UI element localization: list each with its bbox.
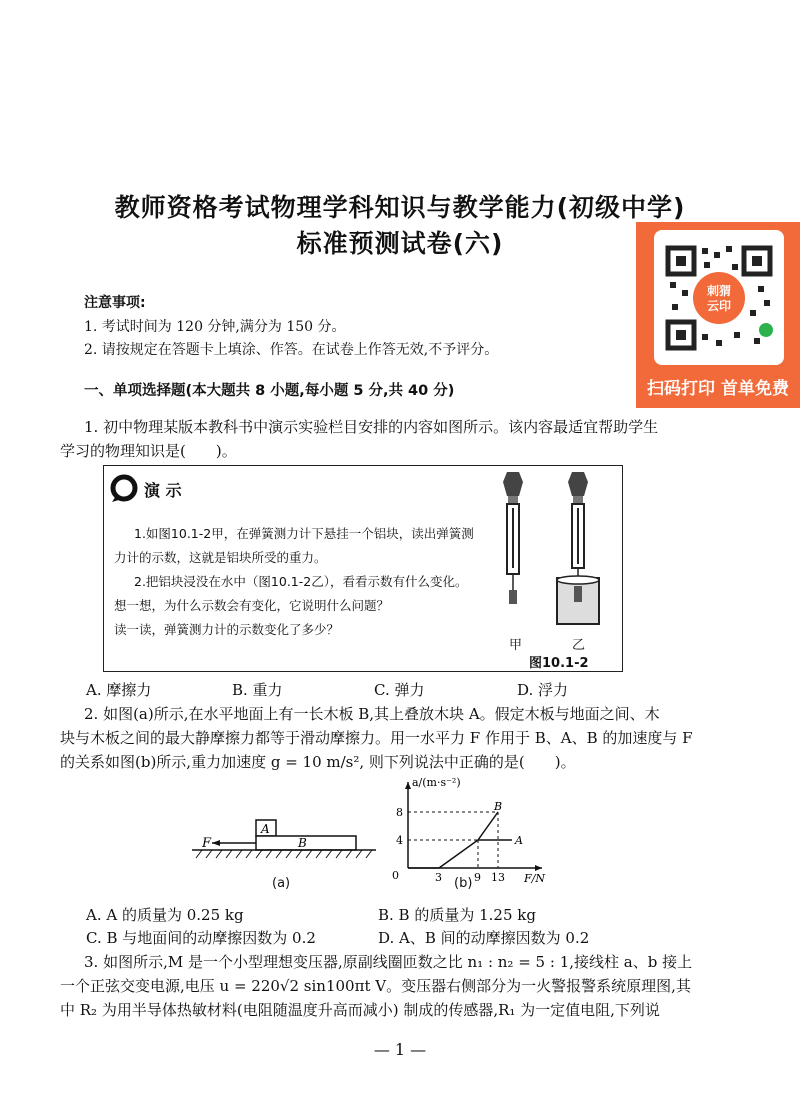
fig-b-label-A: A	[515, 834, 523, 847]
fig-b-xtick-3: 3	[435, 871, 442, 884]
q1-option-a[interactable]: A. 摩擦力	[86, 681, 152, 699]
q2-option-d[interactable]: D. A、B 间的动摩擦因数为 0.2	[378, 929, 590, 947]
demo-line-5: 读一读，弹簧测力计的示数变化了多少？	[114, 622, 340, 637]
fig-b-xlabel: F/N	[524, 872, 545, 885]
demo-heading: 演 示	[144, 481, 182, 500]
label-jia: 甲	[509, 638, 523, 653]
fig-b-ytick-8: 8	[396, 806, 403, 819]
demo-line-3: 2.把铝块浸没在水中（图10.1-2乙），看看示数有什么变化。	[134, 574, 468, 589]
fig-b-label-B: B	[494, 800, 503, 813]
logo-text-1: 刺猬	[706, 284, 732, 298]
demo-line-4: 想一想，为什么示数会有变化，它说明什么问题？	[114, 598, 390, 613]
fig-a-caption: (a)	[272, 876, 291, 891]
q1-option-c[interactable]: C. 弹力	[374, 681, 425, 699]
qr-ad-banner[interactable]	[636, 222, 800, 408]
qr-code-icon	[654, 230, 784, 365]
logo-text-2: 云印	[706, 299, 732, 313]
q2-stem-line2: 块与木板之间的最大静摩擦力都等于滑动摩擦力。用一水平力 F 作用于 B、A、B 的加速度与 F	[60, 729, 693, 747]
q1-option-b[interactable]: B. 重力	[232, 681, 283, 699]
exam-title-line2: 标准预测试卷(六)	[296, 229, 504, 258]
notes-item-1: 1. 考试时间为 120 分钟,满分为 150 分。	[84, 319, 346, 335]
q2-stem-line3: 的关系如图(b)所示,重力加速度 g = 10 m/s², 则下列说法中正确的是( )。	[60, 753, 576, 771]
figure-a	[190, 812, 380, 862]
section-heading: 一、单项选择题(本大题共 8 小题,每小题 5 分,共 40 分)	[84, 383, 455, 399]
fig-b-xtick-9: 9	[474, 871, 481, 884]
page-number: — 1 —	[373, 1040, 427, 1059]
fig-b-ylabel: a/(m·s⁻²)	[412, 776, 461, 789]
q2-option-a[interactable]: A. A 的质量为 0.25 kg	[86, 906, 244, 924]
demo-fig-caption: 图10.1-2	[529, 656, 589, 671]
q2-option-b[interactable]: B. B 的质量为 1.25 kg	[378, 906, 536, 924]
demo-icon	[110, 474, 140, 504]
fig-a-F: F	[202, 836, 212, 851]
q2-option-c[interactable]: C. B 与地面间的动摩擦因数为 0.2	[86, 929, 316, 947]
demo-figure	[103, 465, 623, 672]
fig-b-xtick-13: 13	[491, 871, 505, 884]
q1-option-d[interactable]: D. 浮力	[517, 681, 569, 699]
qr-code[interactable]	[654, 230, 784, 365]
q1-stem-line2: 学习的物理知识是( )。	[60, 442, 237, 460]
q3-stem-line2: 一个正弦交变电源,电压 u = 220√2 sin100πt V。变压器右侧部分为一火警报警系统原理图,其	[60, 977, 691, 995]
spring-scale-illustration	[489, 468, 619, 628]
figure-b-graph	[372, 774, 552, 886]
fig-a-A: A	[261, 822, 270, 836]
q1-stem-line1: 1. 初中物理某版本教科书中演示实验栏目安排的内容如图所示。该内容最适宜帮助学生	[84, 418, 659, 436]
fig-b-caption: (b)	[454, 876, 473, 891]
ad-label[interactable]: 扫码打印 首单免费	[647, 379, 789, 399]
notes-heading: 注意事项:	[84, 295, 146, 311]
label-yi: 乙	[572, 638, 586, 653]
q2-stem-line1: 2. 如图(a)所示,在水平地面上有一长木板 B,其上叠放木块 A。假定木板与地面之间、木	[84, 705, 660, 723]
fig-a-B: B	[298, 836, 307, 850]
fig-b-ytick-4: 4	[396, 834, 403, 847]
notes-item-2: 2. 请按规定在答题卡上填涂、作答。在试卷上作答无效,不予评分。	[84, 342, 499, 358]
fig-b-origin: 0	[392, 869, 399, 882]
exam-title-line1: 教师资格考试物理学科知识与教学能力(初级中学)	[114, 193, 686, 222]
demo-line-2: 力计的示数，这就是铝块所受的重力。	[114, 550, 327, 565]
demo-line-1: 1.如图10.1-2甲，在弹簧测力计下悬挂一个铝块，读出弹簧测	[134, 526, 474, 541]
q3-stem-line1: 3. 如图所示,M 是一个小型理想变压器,原副线圈匝数之比 n₁ : n₂ = 5 : 1,接线柱 a、b 接上	[84, 953, 693, 971]
q3-stem-line3: 中 R₂ 为用半导体热敏材料(电阻随温度升高而减小) 制成的传感器,R₁ 为一定值电阻,下列说	[60, 1001, 660, 1019]
